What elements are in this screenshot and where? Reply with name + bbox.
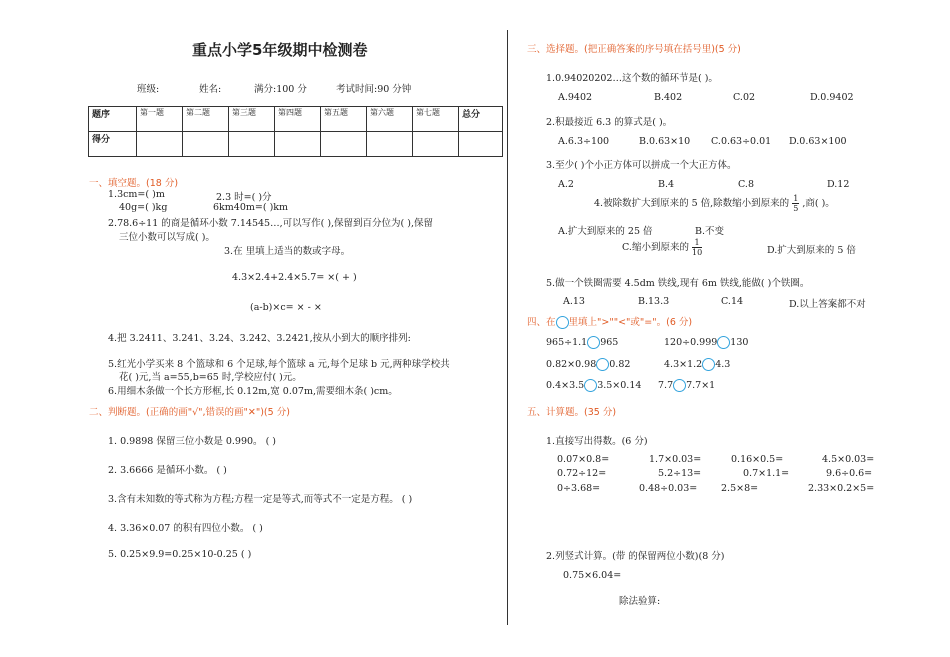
th-q3: 第三题: [229, 107, 275, 132]
score-cell[interactable]: [137, 132, 183, 157]
calc-item: 0.48÷0.03=: [639, 483, 698, 494]
compare-r1a: 965÷1.1 965: [546, 337, 619, 348]
section2-title: 二、判断题。(正确的画"√",错误的画"✕")(5 分): [89, 407, 290, 418]
calc-item: 0.07×0.8=: [557, 454, 610, 465]
calc-item: 1.7×0.03=: [649, 454, 702, 465]
compare-circle-icon[interactable]: [717, 336, 730, 349]
score-cell[interactable]: [275, 132, 321, 157]
fill-q1a: 1.3cm=( )m: [108, 189, 165, 200]
choice-q3-d: D.12: [827, 179, 850, 190]
judge-item-1: 1. 0.9898 保留三位小数是 0.990。 ( ): [108, 436, 277, 447]
class-label: 班级:: [137, 84, 160, 95]
section4-title: 四、在 里填上">""<"或"="。(6 分): [527, 317, 693, 328]
score-row-label: 得分: [89, 132, 137, 157]
score-cell[interactable]: [459, 132, 503, 157]
score-cell[interactable]: [229, 132, 275, 157]
th-q5: 第五题: [321, 107, 367, 132]
fraction-one-fifth: $\frac{1}{5}$: [793, 194, 799, 213]
compare-r2a: 0.82×0.98 0.82: [546, 359, 631, 370]
choice-q5-d: D.以上答案都不对: [789, 299, 866, 310]
page-title: 重点小学5年级期中检测卷: [192, 41, 368, 59]
fill-q3b: (a-b)×c= × - ×: [250, 302, 322, 313]
choice-q4-b: B.不变: [695, 226, 725, 237]
fill-q1d: 6km40m=( )km: [213, 202, 289, 213]
th-q6: 第六题: [367, 107, 413, 132]
th-q7: 第七题: [413, 107, 459, 132]
fill-q6: 6.用细木条做一个长方形框,长 0.12m,宽 0.07m,需要细木条( )cm。: [108, 386, 398, 397]
compare-circle-icon[interactable]: [673, 379, 686, 392]
th-q2: 第二题: [183, 107, 229, 132]
judge-item-2: 2. 3.6666 是循环小数。 ( ): [108, 465, 227, 476]
name-label: 姓名:: [199, 84, 222, 95]
compare-circle-icon[interactable]: [702, 358, 715, 371]
th-order: 题序: [89, 107, 137, 132]
choice-q1-d: D.0.9402: [810, 92, 854, 103]
choice-q1-c: C.02: [733, 92, 756, 103]
calc-q1: 1.直接写出得数。(6 分): [546, 436, 648, 447]
choice-q5-a: A.13: [563, 296, 585, 307]
calc-item: 2.33×0.2×5=: [808, 483, 875, 494]
compare-circle-icon[interactable]: [596, 358, 609, 371]
calc-item: 9.6÷0.6=: [826, 468, 873, 479]
fill-q4: 4.把 3.2411、3.241、3.24、3.242、3.2421,按从小到大的顺序排列:: [108, 333, 411, 344]
choice-q1: 1.0.94020202…这个数的循环节是( )。: [546, 73, 718, 84]
compare-circle-icon[interactable]: [587, 336, 600, 349]
choice-q2-a: A.6.3÷100: [558, 136, 610, 147]
choice-q3-a: A.2: [558, 179, 574, 190]
score-cell[interactable]: [321, 132, 367, 157]
page-divider: [507, 30, 508, 625]
section3-title: 三、选择题。(把正确答案的序号填在括号里)(5 分): [527, 44, 741, 55]
choice-q4-a: A.扩大到原来的 25 倍: [558, 226, 653, 237]
section1-title: 一、填空题。(18 分): [89, 178, 179, 189]
compare-r1b: 120÷0.999 130: [664, 337, 749, 348]
choice-q4: 4.被除数扩大到原来的 5 倍,除数缩小到原来的 $\frac{1}{5}$ ,商( )。: [594, 194, 835, 213]
score-cell[interactable]: [413, 132, 459, 157]
calc-item: 0.16×0.5=: [731, 454, 784, 465]
calc-item: 0.7×1.1=: [743, 468, 790, 479]
calc-item: 2.5×8=: [721, 483, 759, 494]
choice-q3-c: C.8: [738, 179, 754, 190]
calc-item: 5.2÷13=: [658, 468, 702, 479]
choice-q2: 2.积最接近 6.3 的算式是( )。: [546, 117, 673, 128]
score-cell[interactable]: [183, 132, 229, 157]
choice-q1-b: B.402: [654, 92, 683, 103]
full-score: 满分:100 分: [254, 84, 307, 95]
calc-item: 4.5×0.03=: [822, 454, 875, 465]
choice-q5-b: B.13.3: [638, 296, 670, 307]
compare-r2b: 4.3×1.2 4.3: [664, 359, 731, 370]
judge-item-5: 5. 0.25×9.9=0.25×10-0.25 ( ): [108, 549, 252, 560]
fill-q2b: 三位小数可以写成( )。: [119, 232, 215, 243]
choice-q3: 3.至少( )个小正方体可以拼成一个大正方体。: [546, 160, 737, 171]
judge-item-3: 3.含有未知数的等式称为方程;方程一定是等式,而等式不一定是方程。 ( ): [108, 494, 413, 505]
choice-q4-d: D.扩大到原来的 5 倍: [767, 245, 856, 256]
judge-item-4: 4. 3.36×0.07 的积有四位小数。 ( ): [108, 523, 263, 534]
calc-item: 0÷3.68=: [557, 483, 601, 494]
choice-q2-c: C.0.63÷0.01: [711, 136, 772, 147]
compare-circle-icon[interactable]: [584, 379, 597, 392]
fill-q5a: 5.红光小学买来 8 个篮球和 6 个足球,每个篮球 a 元,每个足球 b 元,两种球学校共: [108, 359, 450, 370]
compare-r3b: 7.7 7.7×1: [658, 380, 716, 391]
th-q1: 第一题: [137, 107, 183, 132]
fill-q5b: 花( )元,当 a=55,b=65 时,学校应付( )元。: [119, 372, 302, 383]
calc-q2: 2.列竖式计算。(带 的保留两位小数)(8 分): [546, 551, 725, 562]
choice-q5-c: C.14: [721, 296, 744, 307]
fill-q3: 3.在 里填上适当的数或字母。: [224, 246, 351, 257]
calc-q2a: 0.75×6.04=: [563, 570, 622, 581]
fill-q1c: 40g=( )kg: [119, 202, 168, 213]
choice-q2-b: B.0.63×10: [639, 136, 691, 147]
exam-time: 考试时间:90 分钟: [336, 84, 412, 95]
th-q4: 第四题: [275, 107, 321, 132]
compare-circle-icon: [556, 316, 569, 329]
calc-q2b: 除法验算:: [619, 596, 661, 607]
compare-r3a: 0.4×3.5 3.5×0.14: [546, 380, 642, 391]
fill-q1b: 2.3 时=( )分: [216, 192, 272, 203]
fill-q2a: 2.78.6÷11 的商是循环小数 7.14545…,可以写作( ),保留到百分位为( ),保留: [108, 218, 434, 229]
calc-item: 0.72÷12=: [557, 468, 607, 479]
choice-q3-b: B.4: [658, 179, 675, 190]
section5-title: 五、计算题。(35 分): [527, 407, 617, 418]
choice-q4-c: C.缩小到原来的 $\frac{1}{10}$: [622, 238, 703, 257]
score-cell[interactable]: [367, 132, 413, 157]
choice-q5: 5.做一个铁圈需要 4.5dm 铁线,现有 6m 铁线,能做( )个铁圈。: [546, 278, 810, 289]
score-table: [88, 106, 503, 157]
choice-q2-d: D.0.63×100: [789, 136, 847, 147]
choice-q1-a: A.9402: [558, 92, 593, 103]
th-total: 总分: [459, 107, 503, 132]
fraction-one-tenth: $\frac{1}{10}$: [691, 238, 703, 257]
fill-q3a: 4.3×2.4+2.4×5.7= ×( + ): [232, 272, 357, 283]
